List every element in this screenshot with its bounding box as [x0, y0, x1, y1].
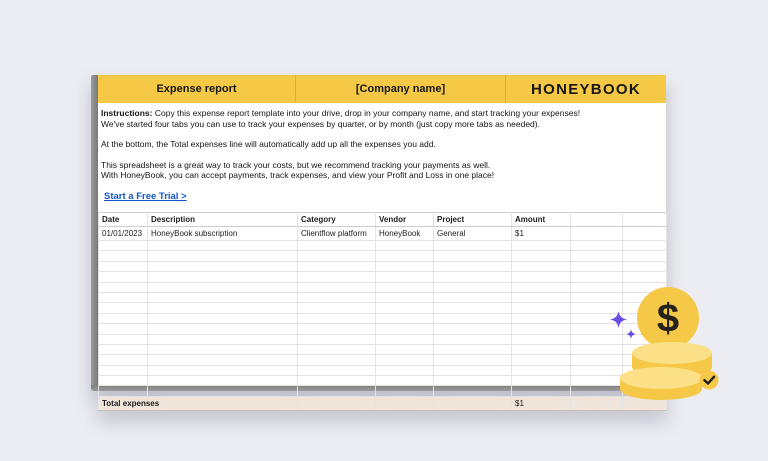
empty-cell[interactable] — [99, 251, 148, 261]
total-amount[interactable]: $1 — [512, 396, 571, 410]
instructions-paragraph: This spreadsheet is a great way to track your costs, but we recommend tracking your payments as well. With HoneyBook, you can accept payments, track expenses, and view your Profit and Loss in one place! — [101, 159, 495, 180]
empty-cell[interactable] — [623, 272, 667, 282]
sparkle-icon — [610, 311, 627, 328]
empty-cell[interactable] — [434, 251, 512, 261]
table-row — [99, 355, 667, 365]
table-cell[interactable]: $1 — [512, 227, 571, 241]
empty-cell[interactable] — [623, 251, 667, 261]
empty-cell[interactable] — [434, 344, 512, 354]
empty-cell[interactable] — [99, 272, 148, 282]
empty-cell[interactable] — [99, 313, 148, 323]
bottom-coin-top — [620, 367, 702, 389]
table-row — [99, 292, 667, 302]
empty-cell[interactable] — [512, 303, 571, 313]
table-cell[interactable]: General — [434, 227, 512, 241]
empty-cell[interactable] — [434, 396, 512, 410]
table-row — [99, 303, 667, 313]
middle-coin-top — [632, 342, 712, 364]
empty-cell[interactable] — [434, 355, 512, 365]
empty-cell[interactable] — [512, 251, 571, 261]
empty-cell[interactable] — [376, 386, 434, 396]
empty-cell[interactable] — [298, 313, 376, 323]
total-label[interactable]: Total expenses — [99, 396, 298, 410]
coin-stack-decoration — [595, 283, 745, 405]
column-header-vendor[interactable]: Vendor — [376, 213, 434, 227]
empty-cell[interactable] — [376, 365, 434, 375]
empty-cell[interactable] — [434, 241, 512, 251]
empty-cell[interactable] — [571, 251, 623, 261]
empty-cell[interactable] — [148, 313, 298, 323]
empty-cell[interactable] — [376, 251, 434, 261]
empty-cell[interactable] — [434, 282, 512, 292]
empty-cell[interactable] — [298, 251, 376, 261]
table-row — [99, 251, 667, 261]
table-row — [99, 272, 667, 282]
empty-cell[interactable] — [376, 292, 434, 302]
table-row — [99, 282, 667, 292]
empty-cell[interactable] — [376, 241, 434, 251]
column-header-amount[interactable]: Amount — [512, 213, 571, 227]
empty-cell[interactable] — [434, 334, 512, 344]
empty-cell[interactable] — [512, 324, 571, 334]
empty-cell[interactable] — [512, 365, 571, 375]
empty-cell[interactable] — [434, 386, 512, 396]
table-row — [99, 344, 667, 354]
column-header-category[interactable]: Category — [298, 213, 376, 227]
empty-cell[interactable] — [298, 365, 376, 375]
empty-cell[interactable] — [376, 376, 434, 386]
sheet-left-edge — [91, 75, 98, 391]
empty-cell[interactable] — [571, 261, 623, 271]
empty-cell[interactable] — [99, 386, 148, 396]
empty-cell[interactable] — [512, 313, 571, 323]
table-row — [99, 386, 667, 396]
table-row — [99, 313, 667, 323]
empty-cell[interactable] — [512, 355, 571, 365]
empty-cell[interactable] — [148, 282, 298, 292]
title-bar — [98, 75, 666, 103]
column-header[interactable] — [571, 213, 623, 227]
empty-cell[interactable] — [148, 303, 298, 313]
instructions-block — [98, 103, 666, 212]
empty-cell[interactable] — [571, 241, 623, 251]
empty-cell[interactable] — [99, 334, 148, 344]
table-cell[interactable] — [623, 227, 667, 241]
empty-cell[interactable] — [512, 376, 571, 386]
empty-cell[interactable] — [376, 355, 434, 365]
sheet-title: Expense report — [156, 83, 237, 95]
table-cell[interactable]: Clientflow platform — [298, 227, 376, 241]
empty-cell[interactable] — [298, 261, 376, 271]
empty-cell[interactable] — [512, 241, 571, 251]
expense-table — [98, 212, 667, 411]
empty-cell[interactable] — [99, 241, 148, 251]
empty-cell[interactable] — [434, 376, 512, 386]
table-row — [99, 334, 667, 344]
honeybook-logo: HONEYBOOK — [505, 75, 666, 103]
empty-cell[interactable] — [434, 324, 512, 334]
table-cell[interactable]: HoneyBook — [376, 227, 434, 241]
empty-cell[interactable] — [148, 365, 298, 375]
table-row — [99, 396, 667, 410]
empty-cell[interactable] — [148, 324, 298, 334]
empty-cell[interactable] — [376, 396, 434, 410]
empty-cell[interactable] — [298, 334, 376, 344]
empty-cell[interactable] — [376, 282, 434, 292]
table-row — [99, 324, 667, 334]
empty-cell[interactable] — [99, 376, 148, 386]
empty-cell[interactable] — [99, 261, 148, 271]
empty-cell[interactable] — [512, 344, 571, 354]
empty-cell[interactable] — [148, 251, 298, 261]
empty-cell[interactable] — [298, 292, 376, 302]
empty-cell[interactable] — [148, 344, 298, 354]
empty-cell[interactable] — [298, 272, 376, 282]
table-row — [99, 365, 667, 375]
column-header-date[interactable]: Date — [99, 213, 148, 227]
empty-cell[interactable] — [298, 324, 376, 334]
dollar-sign: $ — [656, 296, 680, 341]
empty-cell[interactable] — [512, 386, 571, 396]
empty-cell[interactable] — [298, 282, 376, 292]
empty-cell[interactable] — [376, 272, 434, 282]
table-cell[interactable] — [571, 227, 623, 241]
empty-cell[interactable] — [623, 261, 667, 271]
empty-cell[interactable] — [148, 376, 298, 386]
empty-cell[interactable] — [434, 292, 512, 302]
small-sparkle-icon — [626, 329, 636, 339]
column-header[interactable] — [623, 213, 667, 227]
empty-cell[interactable] — [148, 292, 298, 302]
table-row — [99, 227, 667, 241]
empty-cell[interactable] — [99, 365, 148, 375]
empty-cell[interactable] — [376, 261, 434, 271]
empty-cell[interactable] — [99, 355, 148, 365]
empty-cell[interactable] — [434, 313, 512, 323]
empty-cell[interactable] — [99, 324, 148, 334]
empty-cell[interactable] — [148, 272, 298, 282]
column-header-project[interactable]: Project — [434, 213, 512, 227]
sheet-body — [98, 75, 666, 408]
company-name-placeholder: [Company name] — [295, 75, 505, 103]
empty-cell[interactable] — [434, 303, 512, 313]
empty-cell[interactable] — [298, 386, 376, 396]
empty-cell[interactable] — [512, 272, 571, 282]
empty-cell[interactable] — [512, 261, 571, 271]
empty-cell[interactable] — [148, 355, 298, 365]
empty-cell[interactable] — [148, 386, 298, 396]
empty-cell[interactable] — [434, 261, 512, 271]
empty-cell[interactable] — [376, 303, 434, 313]
empty-cell[interactable] — [512, 282, 571, 292]
empty-cell[interactable] — [512, 292, 571, 302]
empty-cell[interactable] — [148, 261, 298, 271]
empty-cell[interactable] — [148, 334, 298, 344]
empty-cell[interactable] — [434, 272, 512, 282]
check-badge-icon — [700, 371, 719, 390]
empty-cell[interactable] — [512, 334, 571, 344]
empty-cell[interactable] — [99, 292, 148, 302]
table-cell[interactable]: HoneyBook subscription — [148, 227, 298, 241]
empty-cell[interactable] — [298, 303, 376, 313]
empty-cell[interactable] — [376, 344, 434, 354]
empty-cell[interactable] — [434, 365, 512, 375]
spreadsheet-sheet — [91, 75, 666, 408]
empty-cell[interactable] — [376, 313, 434, 323]
table-row — [99, 213, 667, 227]
empty-cell[interactable] — [298, 355, 376, 365]
instructions-paragraph: Instructions: Copy this expense report template into your drive, drop in your company name, and start tracking your expenses! We've started four tabs you can use to track your expenses by quarter, or by month (just copy more tabs as needed). — [101, 108, 581, 129]
free-trial-link[interactable]: Start a Free Trial > — [104, 190, 187, 202]
instructions-label: Instructions: — [101, 108, 153, 118]
table-row — [99, 261, 667, 271]
column-header-description[interactable]: Description — [148, 213, 298, 227]
empty-cell[interactable] — [99, 282, 148, 292]
empty-cell[interactable] — [99, 344, 148, 354]
empty-cell[interactable] — [376, 334, 434, 344]
empty-cell[interactable] — [99, 303, 148, 313]
empty-cell[interactable] — [298, 376, 376, 386]
empty-cell[interactable] — [571, 272, 623, 282]
empty-cell[interactable] — [298, 344, 376, 354]
table-row — [99, 241, 667, 251]
table-cell[interactable]: 01/01/2023 — [99, 227, 148, 241]
instructions-paragraph: At the bottom, the Total expenses line will automatically add up all the expenses you add. — [101, 139, 436, 149]
empty-cell[interactable] — [148, 241, 298, 251]
empty-cell[interactable] — [298, 241, 376, 251]
table-row — [99, 376, 667, 386]
empty-cell[interactable] — [298, 396, 376, 410]
empty-cell[interactable] — [376, 324, 434, 334]
empty-cell[interactable] — [623, 241, 667, 251]
